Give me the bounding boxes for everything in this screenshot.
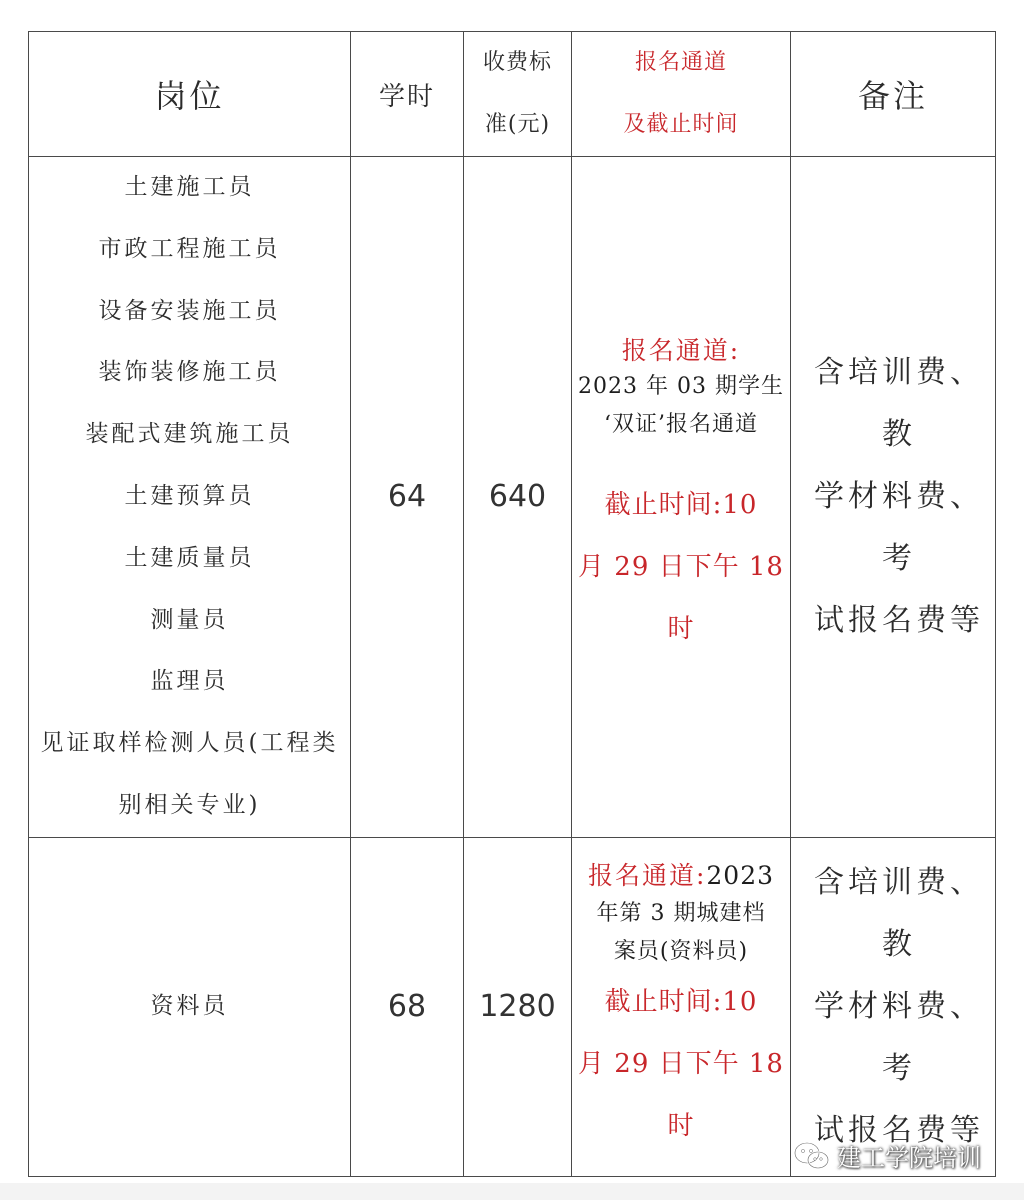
channel-desc-inline: 2023 [706,860,775,890]
fee-cell [464,837,572,1176]
position-item: 测量员 [150,606,229,633]
header-row [29,32,996,157]
channel-desc-line2: ‘双证’报名通道 [604,411,758,437]
wechat-icon [793,1141,831,1171]
channel-desc-line2: 年第 3 期城建档 [596,900,766,926]
remark-cell [791,837,996,1176]
deadline-line3: 时 [667,1110,695,1141]
position-item: 设备安装施工员 [98,297,281,324]
header-remark-text: 备注 [857,77,928,115]
position-item: 别相关专业) [118,791,261,818]
header-remark [791,32,996,157]
position-item: 土建施工员 [124,174,255,200]
positions-list [29,157,350,837]
remark-cell [791,157,996,838]
positions-cell [29,837,351,1176]
header-channel-line1: 报名通道 [634,50,727,75]
watermark-text: 建工学院培训 [837,1144,981,1172]
table-row [29,157,996,838]
remark-line1: 含培训费、教 [814,354,984,452]
hours-cell [351,157,464,838]
hours-value: 64 [387,479,427,515]
deadline-line1: 截止时间:10 [604,986,758,1017]
position-item: 资料员 [150,992,229,1019]
remark-line2: 学材料费、考 [814,478,984,576]
position-item: 土建质量员 [124,544,255,571]
deadline-line3: 时 [667,613,695,644]
position-item: 装饰装修施工员 [98,359,281,386]
header-hours-text: 学时 [378,81,435,112]
remark-line2: 学材料费、考 [814,988,984,1086]
channel-desc-line1: 2023 年 03 期学生 [578,373,784,399]
bottom-strip [0,1183,1024,1200]
hours-value: 68 [387,989,427,1025]
header-position [29,32,351,157]
remark-line1: 含培训费、教 [814,864,984,962]
deadline-line2: 月 29 日下午 18 [578,551,784,582]
header-channel [572,32,791,157]
header-fee-line1: 收费标 [482,50,552,75]
header-fee-line2: 准(元) [484,112,551,137]
positions-cell [29,157,351,838]
position-item: 土建预算员 [124,482,255,509]
header-fee [464,32,572,157]
channel-cell [572,837,791,1176]
fee-table [28,31,996,1177]
header-position-text: 岗位 [154,77,225,115]
channel-cell [572,157,791,838]
remark-line3: 试报名费等 [814,602,984,638]
position-item: 装配式建筑施工员 [85,421,294,448]
table-row [29,837,996,1176]
channel-label-line [572,857,790,895]
header-hours [351,32,464,157]
position-item: 监理员 [150,668,229,695]
fee-value: 640 [488,479,547,515]
deadline-line2: 月 29 日下午 18 [578,1048,784,1079]
deadline-line1: 截止时间:10 [604,489,758,520]
channel-label: 报名通道: [587,860,707,890]
position-item: 见证取样检测人员(工程类 [40,730,339,757]
fee-value: 1280 [479,989,556,1025]
watermark [793,1138,981,1173]
fee-cell [464,157,572,838]
channel-label: 报名通道: [621,335,741,365]
header-channel-line2: 及截止时间 [623,112,739,137]
remark-line3: 试报名费等 [814,1112,984,1148]
position-item: 市政工程施工员 [98,235,281,262]
hours-cell [351,837,464,1176]
channel-desc-line3: 案员(资料员) [613,938,749,964]
